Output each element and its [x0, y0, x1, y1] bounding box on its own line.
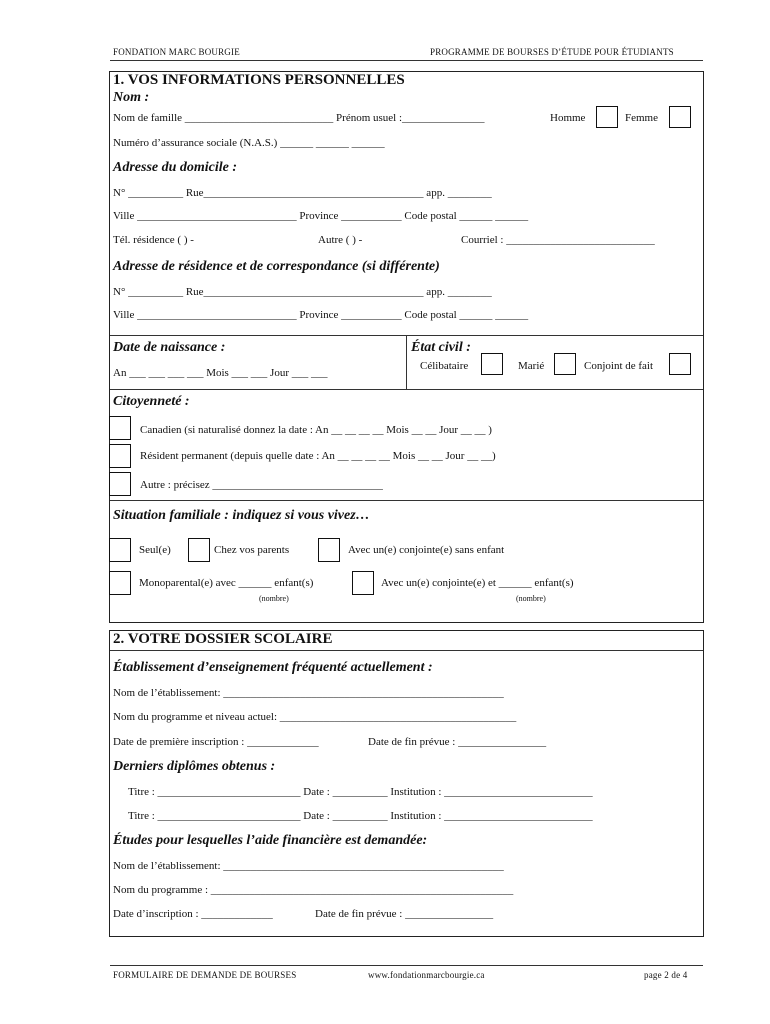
seul-label: Seul(e)	[139, 544, 171, 556]
nas-field[interactable]: Numéro d’assurance sociale (N.A.S.) ______ ______ ______	[113, 137, 385, 149]
conjoint-sans-enfant-label: Avec un(e) conjointe(e) sans enfant	[348, 544, 505, 556]
date-fin-field-1[interactable]: Date de fin prévue : ________________	[368, 736, 547, 748]
date-premiere-field[interactable]: Date de première inscription : _____________	[113, 736, 319, 748]
correspondance-title: Adresse de résidence et de correspondance (si différente)	[113, 259, 440, 274]
corr-address-line2[interactable]: Ville _____________________________ Province ___________ Code postal ______ ______	[113, 309, 529, 321]
nombre-hint-2: (nombre)	[516, 594, 546, 603]
conjoint-label: Conjoint de fait	[584, 360, 654, 372]
naissance-field[interactable]: An ___ ___ ___ ___ Mois ___ ___ Jour ___ ___	[113, 367, 328, 379]
corr-address-line1[interactable]: N° __________ Rue________________________________________ app. ________	[113, 286, 492, 298]
etat-civil-title: État civil :	[411, 340, 471, 355]
address-line2[interactable]: Ville _____________________________ Province ___________ Code postal ______ ______	[113, 210, 529, 222]
parents-checkbox[interactable]	[188, 538, 210, 562]
date-inscription-field[interactable]: Date d’inscription : _____________	[113, 908, 273, 920]
programme-field[interactable]: Nom du programme : _______________________________________________________	[113, 884, 514, 896]
conjoint-checkbox[interactable]	[669, 353, 691, 375]
etudes-title: Études pour lesquelles l’aide financière est demandée:	[113, 833, 428, 848]
homme-checkbox[interactable]	[596, 106, 618, 128]
celibataire-checkbox[interactable]	[481, 353, 503, 375]
resident-label: Résident permanent (depuis quelle date : An __ __ __ __ Mois __ __ Jour __ __)	[140, 450, 496, 462]
programme-niveau-field[interactable]: Nom du programme et niveau actuel: ___________________________________________	[113, 711, 517, 723]
canadien-checkbox[interactable]	[109, 416, 131, 440]
seul-checkbox[interactable]	[109, 538, 131, 562]
canadien-label: Canadien (si naturalisé donnez la date : An __ __ __ __ Mois __ __ Jour __ __ )	[140, 424, 492, 436]
famille-title: Situation familiale : indiquez si vous vivez…	[113, 508, 370, 523]
femme-label: Femme	[625, 112, 658, 124]
divider-family	[110, 500, 703, 501]
etablissement-field-2[interactable]: Nom de l’établissement: ___________________________________________________	[113, 860, 504, 872]
diplomes-title: Derniers diplômes obtenus :	[113, 759, 276, 774]
adresse-title: Adresse du domicile :	[113, 160, 238, 175]
diplome-row-2[interactable]: Titre : __________________________ Date : __________ Institution : ___________________________	[128, 810, 593, 822]
divider-vertical	[406, 336, 407, 389]
address-line1[interactable]: N° __________ Rue________________________________________ app. ________	[113, 187, 492, 199]
section2-title: 2. VOTRE DOSSIER SCOLAIRE	[113, 631, 333, 647]
header-left: FONDATION MARC BOURGIE	[113, 47, 240, 57]
naissance-title: Date de naissance :	[113, 340, 226, 355]
footer-divider	[110, 965, 703, 966]
conjoint-avec-enfant-checkbox[interactable]	[352, 571, 374, 595]
citoyennete-title: Citoyenneté :	[113, 394, 190, 409]
header-right: PROGRAMME DE BOURSES D’ÉTUDE POUR ÉTUDIANTS	[430, 47, 674, 57]
date-fin-field-2[interactable]: Date de fin prévue : ________________	[315, 908, 494, 920]
celibataire-label: Célibataire	[420, 360, 469, 372]
footer-page: page 2 de 4	[644, 970, 688, 980]
conjoint-sans-enfant-checkbox[interactable]	[318, 538, 340, 562]
section1-title: 1. VOS INFORMATIONS PERSONNELLES	[113, 72, 405, 88]
autre-checkbox[interactable]	[109, 472, 131, 496]
header-divider	[110, 60, 703, 61]
nom-field[interactable]: Nom de famille ___________________________ Prénom usuel :_______________	[113, 112, 485, 124]
monoparental-field[interactable]: Monoparental(e) avec ______ enfant(s)	[139, 577, 314, 589]
footer-left: FORMULAIRE DE DEMANDE DE BOURSES	[113, 970, 297, 980]
marie-label: Marié	[518, 360, 545, 372]
conjoint-avec-enfant-field[interactable]: Avec un(e) conjointe(e) et ______ enfant(s)	[381, 577, 574, 589]
autre-tel-field[interactable]: Autre ( ) -	[318, 234, 363, 246]
monoparental-checkbox[interactable]	[109, 571, 131, 595]
footer-url: www.fondationmarcbourgie.ca	[368, 970, 485, 980]
divider-citizenship	[110, 389, 703, 390]
diplome-row-1[interactable]: Titre : __________________________ Date : __________ Institution : ___________________________	[128, 786, 593, 798]
divider-section2	[110, 650, 703, 651]
parents-label: Chez vos parents	[214, 544, 290, 556]
etablissement-field[interactable]: Nom de l’établissement: ___________________________________________________	[113, 687, 504, 699]
tel-field[interactable]: Tél. résidence ( ) -	[113, 234, 194, 246]
resident-checkbox[interactable]	[109, 444, 131, 468]
marie-checkbox[interactable]	[554, 353, 576, 375]
autre-precisez-field[interactable]: Autre : précisez _______________________________	[140, 479, 383, 491]
courriel-field[interactable]: Courriel : ___________________________	[461, 234, 655, 246]
nom-title: Nom :	[113, 90, 150, 105]
femme-checkbox[interactable]	[669, 106, 691, 128]
homme-label: Homme	[550, 112, 586, 124]
nombre-hint-1: (nombre)	[259, 594, 289, 603]
etablissement-title: Établissement d’enseignement fréquenté actuellement :	[113, 660, 433, 675]
